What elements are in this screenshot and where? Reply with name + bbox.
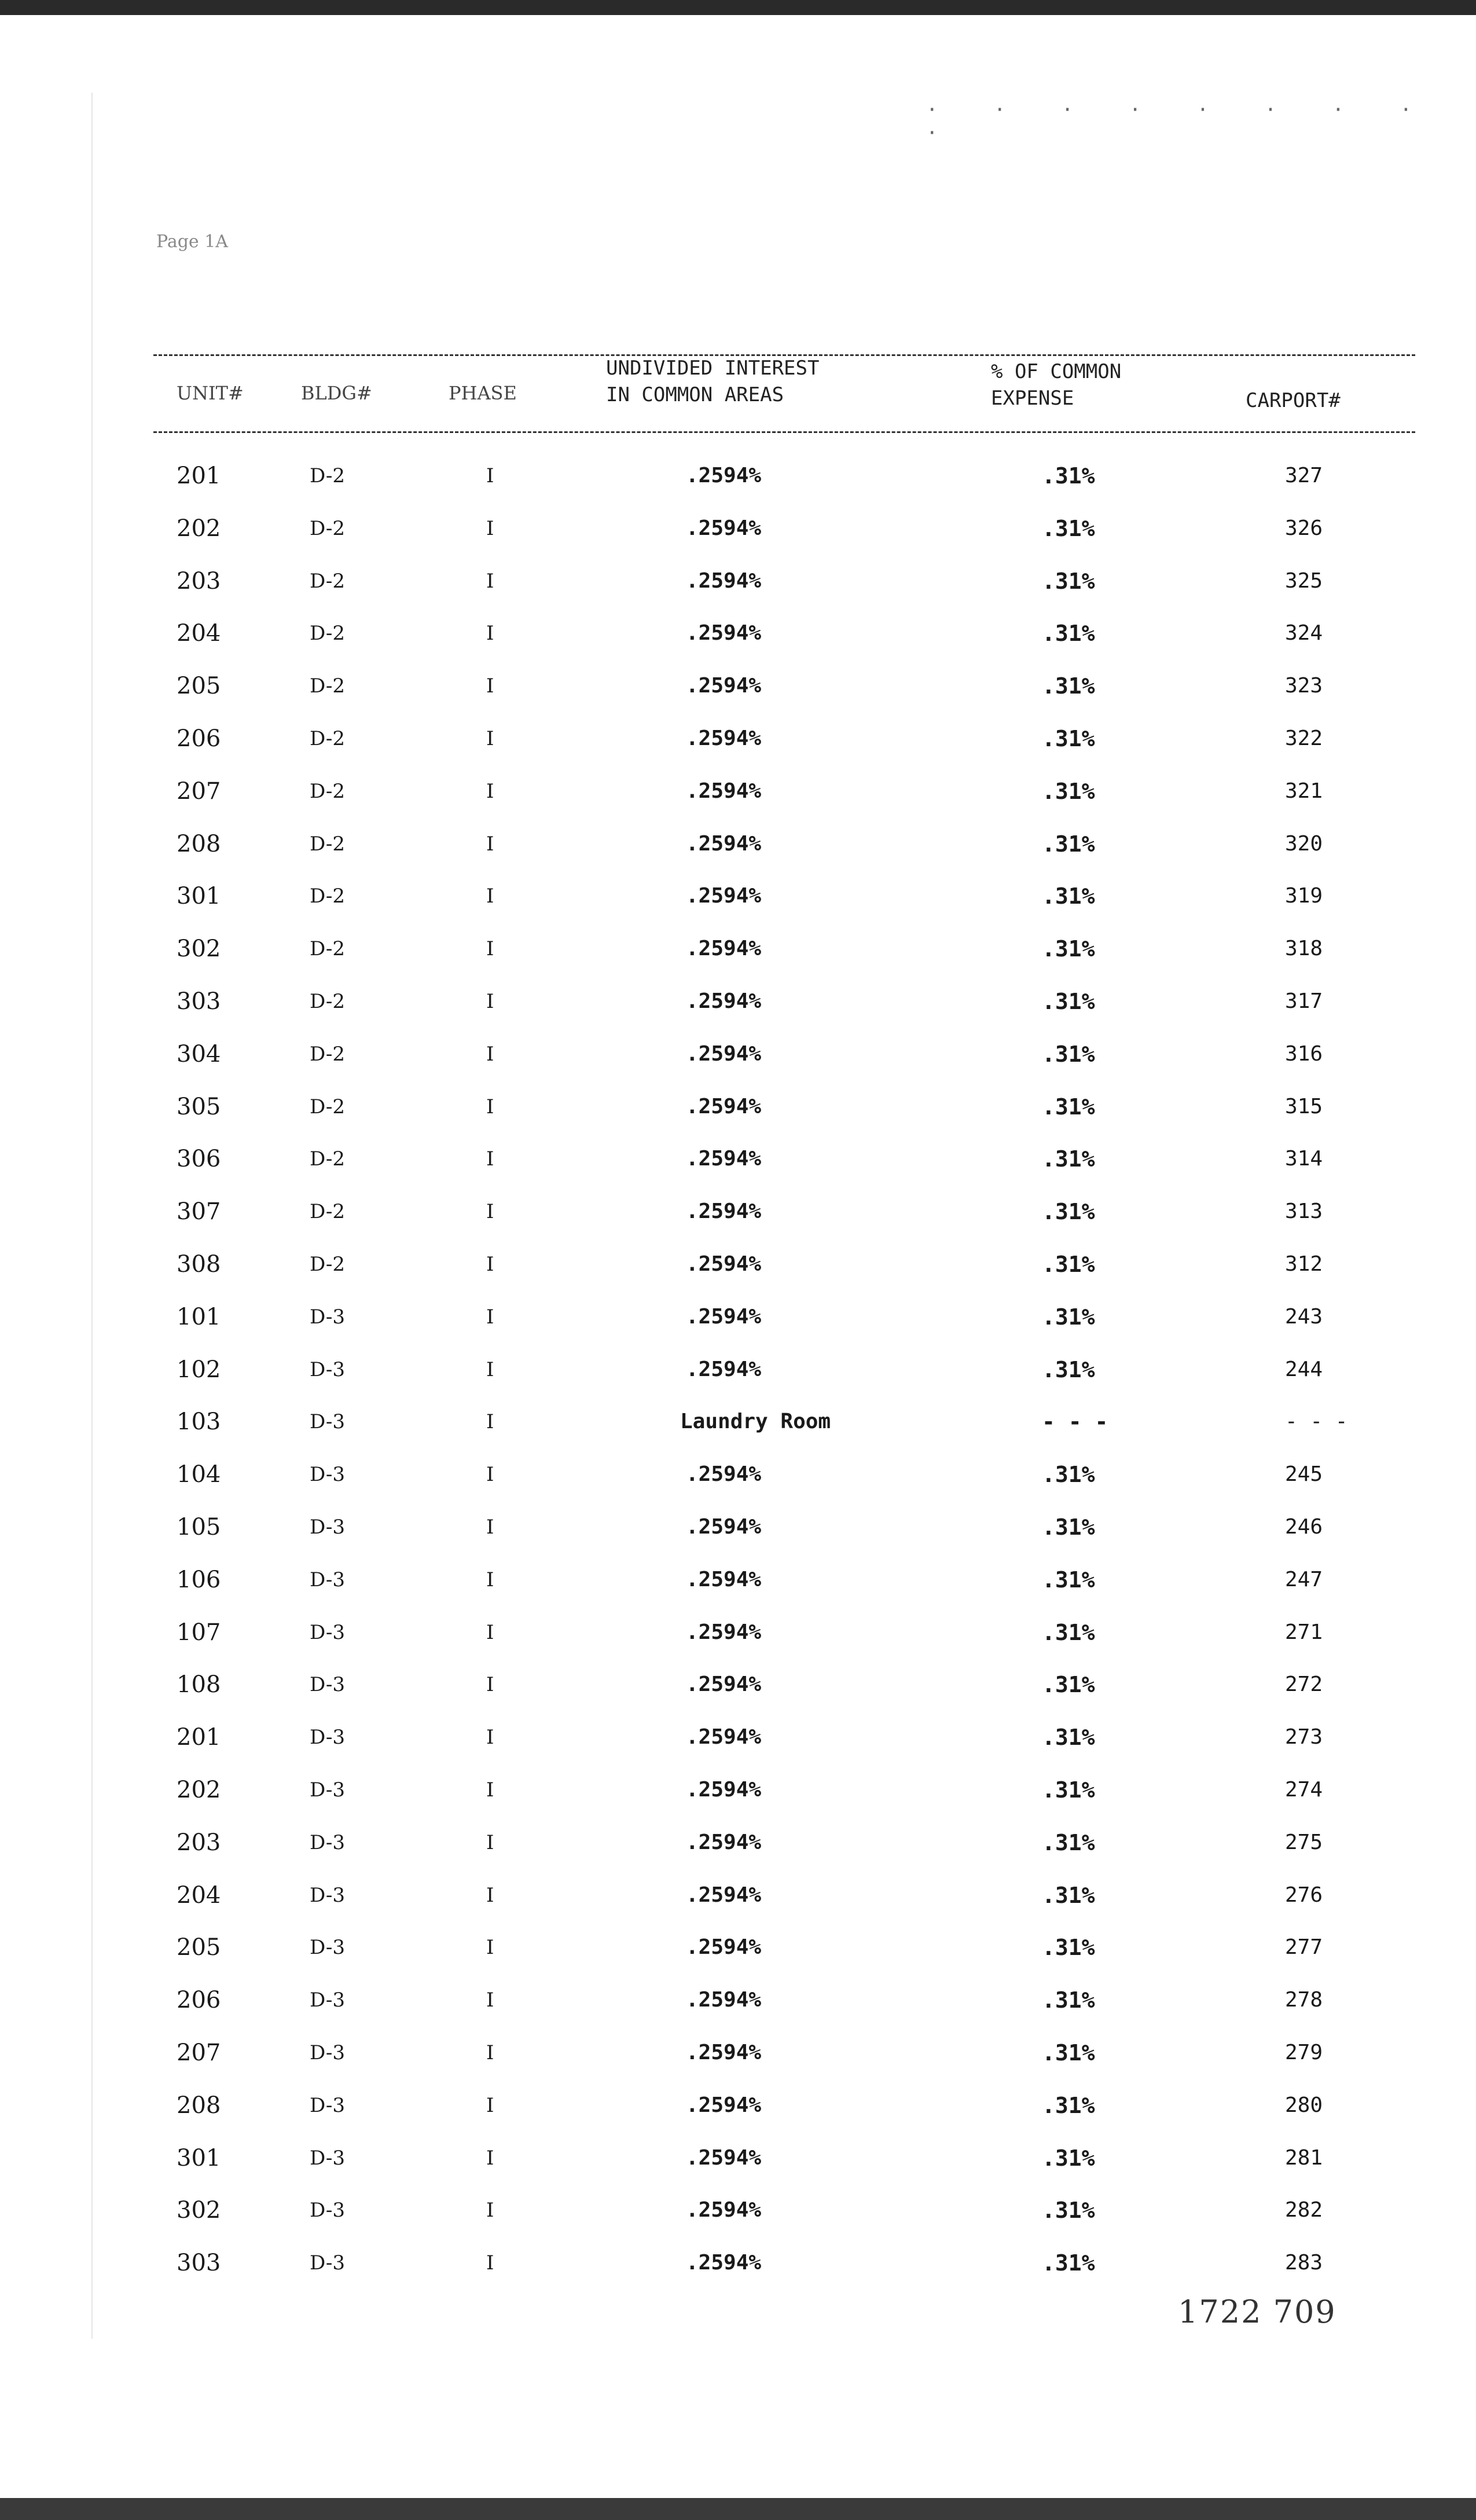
table-row: [0, 831, 1476, 883]
carport-cell: 282: [1285, 2198, 1323, 2222]
table-row: [0, 1725, 1476, 1777]
unit-cell: 202: [177, 1777, 221, 1803]
unit-cell: 203: [177, 1829, 221, 1856]
table-row: [0, 2093, 1476, 2145]
expense-cell: .31%: [1042, 936, 1095, 962]
interest-cell: .2594%: [686, 2198, 762, 2222]
carport-cell: 281: [1285, 2146, 1323, 2170]
carport-cell: 323: [1285, 674, 1323, 698]
unit-cell: 306: [177, 1146, 221, 1172]
unit-cell: 204: [177, 620, 221, 647]
bldg-cell: D-2: [310, 1043, 346, 1066]
unit-cell: 302: [177, 2197, 221, 2224]
carport-cell: 325: [1285, 569, 1323, 593]
table-row: [0, 2145, 1476, 2198]
carport-cell: 313: [1285, 1200, 1323, 1223]
unit-cell: 102: [177, 1356, 221, 1383]
interest-cell: .2594%: [686, 569, 762, 593]
bldg-cell: D-3: [310, 1516, 346, 1539]
bldg-cell: D-2: [310, 780, 346, 803]
bldg-cell: D-2: [310, 990, 346, 1013]
interest-cell: .2594%: [686, 674, 762, 698]
bldg-cell: D-3: [310, 1305, 346, 1329]
carport-cell: 318: [1285, 937, 1323, 960]
expense-cell: .31%: [1042, 2198, 1095, 2223]
header-carport: CARPORT#: [1246, 389, 1341, 412]
expense-cell: .31%: [1042, 516, 1095, 541]
phase-cell: I: [486, 2041, 494, 2064]
bldg-cell: D-3: [310, 2147, 346, 2170]
unit-cell: 203: [177, 568, 221, 595]
table-row: [0, 463, 1476, 515]
bldg-cell: D-2: [310, 1147, 346, 1171]
carport-cell: 317: [1285, 989, 1323, 1013]
expense-cell: .31%: [1042, 1514, 1095, 1540]
interest-cell: .2594%: [686, 884, 762, 908]
bldg-cell: D-2: [310, 832, 346, 856]
header-bldg: BLDG#: [301, 382, 372, 404]
bldg-cell: D-2: [310, 937, 346, 960]
expense-cell: .31%: [1042, 883, 1095, 909]
carport-cell: 246: [1285, 1515, 1323, 1539]
expense-cell: .31%: [1042, 1567, 1095, 1593]
phase-cell: I: [486, 517, 494, 540]
bldg-cell: D-3: [310, 2094, 346, 2117]
unit-cell: 307: [177, 1198, 221, 1225]
expense-cell: .31%: [1042, 1041, 1095, 1067]
header-interest-line1: UNDIVIDED INTEREST: [606, 357, 820, 380]
expense-cell: .31%: [1042, 779, 1095, 804]
phase-cell: I: [486, 2147, 494, 2170]
unit-cell: 201: [177, 463, 221, 489]
expense-cell: .31%: [1042, 1725, 1095, 1750]
phase-cell: I: [486, 1936, 494, 1959]
interest-cell: .2594%: [686, 1883, 762, 1907]
carport-cell: 327: [1285, 464, 1323, 487]
unit-cell: 301: [177, 883, 221, 909]
phase-cell: I: [486, 2094, 494, 2117]
unit-cell: 205: [177, 1934, 221, 1961]
interest-cell: .2594%: [686, 1672, 762, 1696]
table-row: [0, 1357, 1476, 1409]
bldg-cell: D-2: [310, 570, 346, 593]
carport-cell: 324: [1285, 621, 1323, 645]
carport-cell: 321: [1285, 779, 1323, 803]
phase-cell: I: [486, 1200, 494, 1223]
phase-cell: I: [486, 727, 494, 750]
interest-cell: .2594%: [686, 1935, 762, 1959]
carport-cell: 312: [1285, 1252, 1323, 1276]
carport-cell: 315: [1285, 1095, 1323, 1118]
interest-cell: .2594%: [686, 989, 762, 1013]
table-row: [0, 1199, 1476, 1251]
unit-cell: 208: [177, 2092, 221, 2119]
bldg-cell: D-3: [310, 1410, 346, 1433]
expense-cell: .31%: [1042, 673, 1095, 699]
header-expense-line1: % OF COMMON: [991, 360, 1122, 383]
unit-cell: 305: [177, 1094, 221, 1120]
expense-cell: .31%: [1042, 568, 1095, 594]
unit-cell: 206: [177, 725, 221, 752]
interest-cell: .2594%: [686, 1778, 762, 1802]
unit-cell: 205: [177, 673, 221, 699]
unit-cell: 201: [177, 1724, 221, 1751]
expense-cell: .31%: [1042, 1094, 1095, 1120]
unit-cell: 303: [177, 2250, 221, 2276]
expense-cell: .31%: [1042, 2250, 1095, 2276]
phase-cell: I: [486, 1884, 494, 1907]
table-row: [0, 1304, 1476, 1356]
bldg-cell: D-2: [310, 464, 346, 487]
header-unit: UNIT#: [177, 382, 244, 404]
carport-cell: 276: [1285, 1883, 1323, 1907]
table-row: [0, 1935, 1476, 1987]
bldg-cell: D-3: [310, 1831, 346, 1854]
phase-cell: I: [486, 1516, 494, 1539]
phase-cell: I: [486, 832, 494, 856]
bldg-cell: D-2: [310, 727, 346, 750]
unit-cell: 308: [177, 1251, 221, 1278]
expense-cell: .31%: [1042, 1620, 1095, 1645]
table-row: [0, 1252, 1476, 1304]
bldg-cell: D-3: [310, 1726, 346, 1749]
unit-cell: 208: [177, 831, 221, 857]
carport-cell: 314: [1285, 1147, 1323, 1171]
table-row: [0, 1514, 1476, 1567]
carport-cell: 319: [1285, 884, 1323, 908]
interest-cell: .2594%: [686, 1620, 762, 1644]
bldg-cell: D-2: [310, 517, 346, 540]
interest-cell: .2594%: [686, 2146, 762, 2170]
bldg-cell: D-2: [310, 1200, 346, 1223]
interest-cell: .2594%: [686, 1042, 762, 1066]
bldg-cell: D-3: [310, 1884, 346, 1907]
bldg-cell: D-2: [310, 622, 346, 645]
expense-cell: .31%: [1042, 989, 1095, 1014]
table-row: [0, 1777, 1476, 1829]
interest-cell: .2594%: [686, 937, 762, 960]
phase-cell: I: [486, 674, 494, 698]
phase-cell: I: [486, 1043, 494, 1066]
carport-cell: 280: [1285, 2093, 1323, 2117]
unit-cell: 206: [177, 1987, 221, 2013]
phase-cell: I: [486, 1305, 494, 1329]
unit-cell: 105: [177, 1514, 221, 1540]
carport-cell: 272: [1285, 1672, 1323, 1696]
expense-cell: .31%: [1042, 1462, 1095, 1487]
expense-cell: .31%: [1042, 2145, 1095, 2171]
interest-cell: .2594%: [686, 1358, 762, 1381]
carport-cell: 322: [1285, 727, 1323, 750]
expense-cell: .31%: [1042, 1357, 1095, 1382]
interest-cell: .2594%: [686, 1147, 762, 1171]
phase-cell: I: [486, 1147, 494, 1171]
bldg-cell: D-3: [310, 2251, 346, 2275]
unit-cell: 301: [177, 2145, 221, 2171]
table-row: [0, 1567, 1476, 1619]
table-row: [0, 568, 1476, 621]
bldg-cell: D-3: [310, 1358, 346, 1381]
phase-cell: I: [486, 885, 494, 908]
carport-cell: 271: [1285, 1620, 1323, 1644]
interest-cell: .2594%: [686, 1252, 762, 1276]
interest-cell: .2594%: [686, 1515, 762, 1539]
phase-cell: I: [486, 2251, 494, 2275]
interest-cell: .2594%: [686, 1462, 762, 1486]
unit-cell: 207: [177, 778, 221, 805]
header-interest-line2: IN COMMON AREAS: [606, 383, 784, 406]
table-row: [0, 989, 1476, 1041]
unit-cell: 304: [177, 1041, 221, 1068]
interest-cell: .2594%: [686, 1305, 762, 1329]
table-row: [0, 1883, 1476, 1935]
table-row: [0, 883, 1476, 936]
interest-cell: .2594%: [686, 2041, 762, 2064]
unit-cell: 303: [177, 988, 221, 1015]
expense-cell: .31%: [1042, 1672, 1095, 1697]
phase-cell: I: [486, 1831, 494, 1854]
phase-cell: I: [486, 1778, 494, 1802]
interest-cell: .2594%: [686, 1988, 762, 2012]
expense-cell: .31%: [1042, 1883, 1095, 1908]
scan-top-border: [0, 0, 1476, 15]
table-row: [0, 1094, 1476, 1146]
unit-cell: 108: [177, 1671, 221, 1698]
phase-cell: I: [486, 990, 494, 1013]
phase-cell: I: [486, 1568, 494, 1591]
interest-cell: .2594%: [686, 1095, 762, 1118]
expense-cell: .31%: [1042, 2093, 1095, 2118]
table-row: [0, 621, 1476, 673]
expense-cell: .31%: [1042, 1777, 1095, 1803]
bldg-cell: D-2: [310, 885, 346, 908]
phase-cell: I: [486, 1095, 494, 1118]
header-fragment: Page 1A: [156, 232, 228, 252]
table-row: [0, 1041, 1476, 1094]
unit-cell: 207: [177, 2040, 221, 2066]
unit-cell: 202: [177, 515, 221, 542]
page-number: 1722 709: [1178, 2294, 1337, 2330]
bldg-cell: D-3: [310, 1778, 346, 1802]
table-row: [0, 1462, 1476, 1514]
carport-cell: 273: [1285, 1725, 1323, 1749]
phase-cell: I: [486, 780, 494, 803]
carport-cell: 283: [1285, 2251, 1323, 2275]
expense-cell: .31%: [1042, 1252, 1095, 1277]
table-row: [0, 726, 1476, 778]
carport-cell: 326: [1285, 516, 1323, 540]
phase-cell: I: [486, 1358, 494, 1381]
phase-cell: I: [486, 1253, 494, 1276]
unit-cell: 101: [177, 1304, 221, 1330]
expense-cell: .31%: [1042, 1830, 1095, 1855]
table-row: [0, 1987, 1476, 2040]
table-row: [0, 1409, 1476, 1461]
unit-cell: 104: [177, 1461, 221, 1488]
phase-cell: I: [486, 937, 494, 960]
interest-cell: Laundry Room: [680, 1410, 831, 1433]
interest-cell: .2594%: [686, 1725, 762, 1749]
carport-cell: 278: [1285, 1988, 1323, 2012]
expense-cell: - - -: [1042, 1409, 1108, 1435]
bldg-cell: D-2: [310, 1253, 346, 1276]
carport-cell: 247: [1285, 1568, 1323, 1591]
phase-cell: I: [486, 1463, 494, 1486]
bldg-cell: D-3: [310, 1936, 346, 1959]
expense-cell: .31%: [1042, 726, 1095, 751]
interest-cell: .2594%: [686, 727, 762, 750]
interest-cell: .2594%: [686, 832, 762, 856]
bldg-cell: D-2: [310, 1095, 346, 1118]
phase-cell: I: [486, 1410, 494, 1433]
interest-cell: .2594%: [686, 2251, 762, 2275]
phase-cell: I: [486, 570, 494, 593]
expense-cell: .31%: [1042, 1199, 1095, 1224]
table-row: [0, 779, 1476, 831]
table-row: [0, 516, 1476, 568]
table-row: [0, 1620, 1476, 1672]
expense-cell: .31%: [1042, 2040, 1095, 2066]
table-row: [0, 2040, 1476, 2092]
phase-cell: I: [486, 1621, 494, 1644]
interest-cell: .2594%: [686, 779, 762, 803]
expense-cell: .31%: [1042, 1935, 1095, 1960]
carport-cell: 274: [1285, 1778, 1323, 1802]
unit-cell: 302: [177, 936, 221, 962]
table-row: [0, 1146, 1476, 1198]
carport-cell: 245: [1285, 1462, 1323, 1486]
unit-cell: 204: [177, 1882, 221, 1909]
expense-cell: .31%: [1042, 1304, 1095, 1330]
expense-cell: .31%: [1042, 621, 1095, 646]
phase-cell: I: [486, 1989, 494, 2012]
carport-cell: 275: [1285, 1831, 1323, 1854]
interest-cell: .2594%: [686, 1831, 762, 1854]
expense-cell: .31%: [1042, 463, 1095, 489]
scan-noise: · · · · · · · · ·: [926, 98, 1434, 145]
carport-cell: 277: [1285, 1935, 1323, 1959]
carport-cell: - - -: [1285, 1410, 1348, 1433]
unit-cell: 107: [177, 1619, 221, 1646]
bldg-cell: D-3: [310, 2041, 346, 2064]
interest-cell: .2594%: [686, 2093, 762, 2117]
unit-cell: 103: [177, 1408, 221, 1435]
expense-cell: .31%: [1042, 1146, 1095, 1172]
header-phase: PHASE: [449, 382, 517, 404]
bldg-cell: D-3: [310, 1673, 346, 1696]
unit-cell: 106: [177, 1567, 221, 1593]
phase-cell: I: [486, 464, 494, 487]
bldg-cell: D-3: [310, 1621, 346, 1644]
phase-cell: I: [486, 1673, 494, 1696]
header-rule-bottom: [153, 431, 1415, 433]
carport-cell: 243: [1285, 1305, 1323, 1329]
carport-cell: 244: [1285, 1358, 1323, 1381]
interest-cell: .2594%: [686, 1568, 762, 1591]
interest-cell: .2594%: [686, 464, 762, 487]
interest-cell: .2594%: [686, 516, 762, 540]
phase-cell: I: [486, 622, 494, 645]
phase-cell: I: [486, 2199, 494, 2222]
expense-cell: .31%: [1042, 1987, 1095, 2013]
carport-cell: 279: [1285, 2041, 1323, 2064]
table-row: [0, 1830, 1476, 1882]
table-row: [0, 936, 1476, 988]
interest-cell: .2594%: [686, 1200, 762, 1223]
table-row: [0, 1672, 1476, 1724]
bldg-cell: D-3: [310, 2199, 346, 2222]
carport-cell: 316: [1285, 1042, 1323, 1066]
table-row: [0, 673, 1476, 725]
bldg-cell: D-3: [310, 1989, 346, 2012]
header-expense-line2: EXPENSE: [991, 387, 1074, 410]
bldg-cell: D-3: [310, 1568, 346, 1591]
expense-cell: .31%: [1042, 831, 1095, 857]
scan-bottom-border: [0, 2498, 1476, 2520]
phase-cell: I: [486, 1726, 494, 1749]
bldg-cell: D-3: [310, 1463, 346, 1486]
carport-cell: 320: [1285, 832, 1323, 856]
table-row: [0, 2198, 1476, 2250]
interest-cell: .2594%: [686, 621, 762, 645]
bldg-cell: D-2: [310, 674, 346, 698]
